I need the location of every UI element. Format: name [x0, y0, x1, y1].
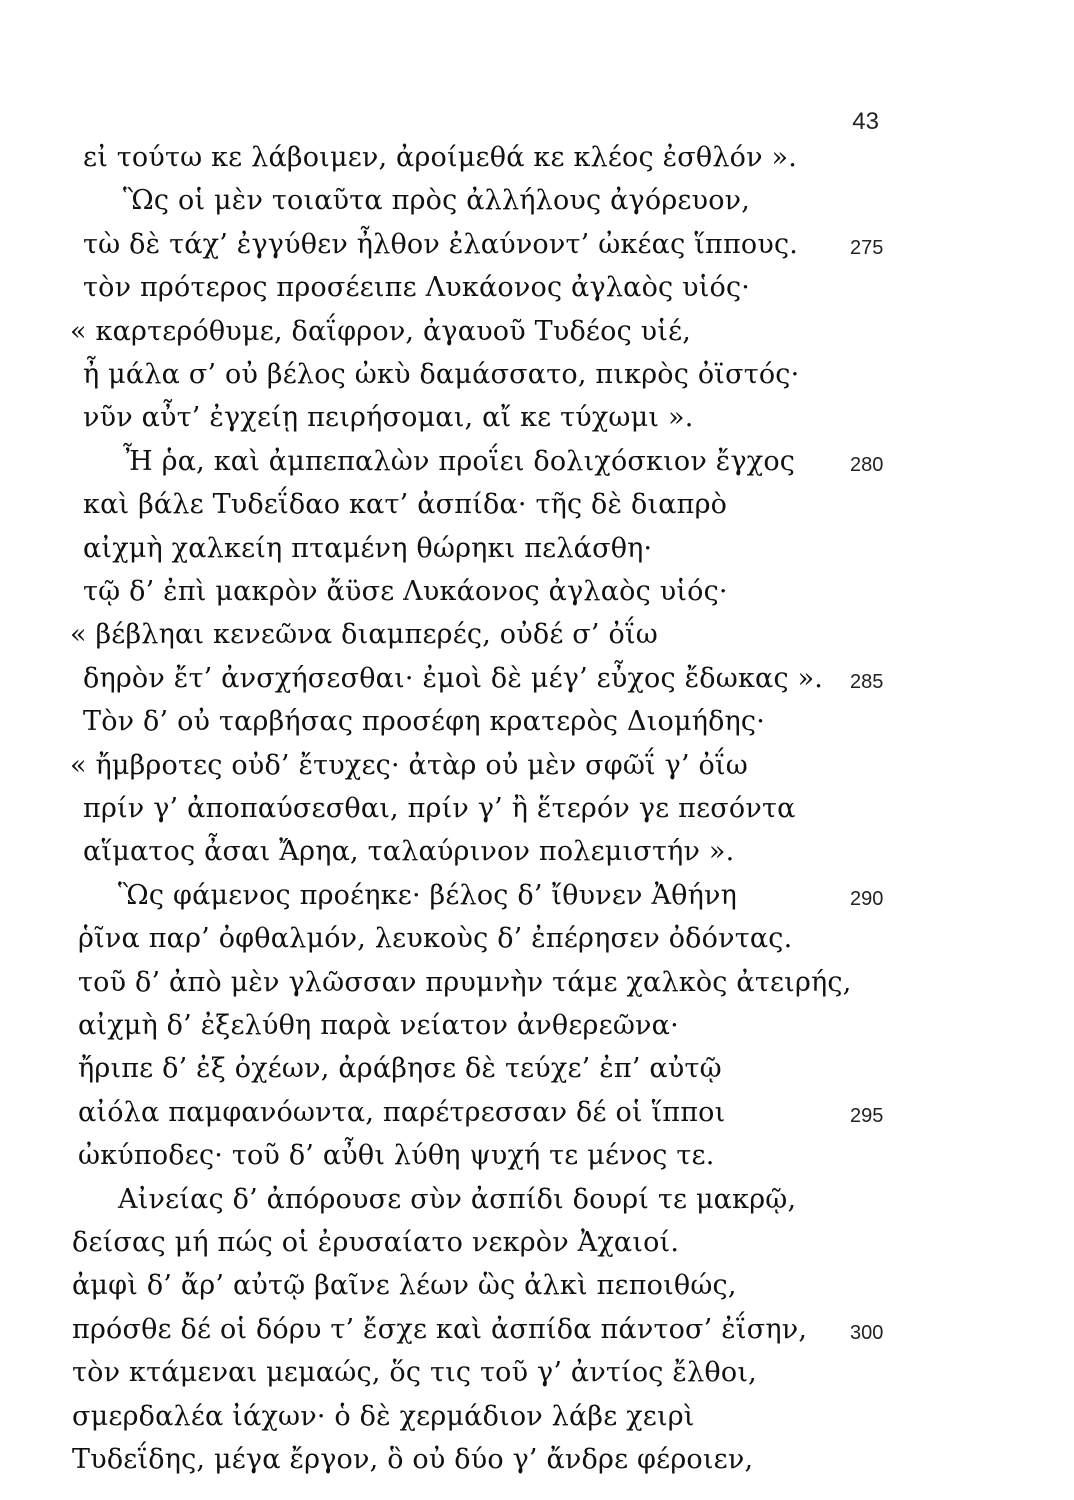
verse-line: δείσας μή πώς οἱ ἐρυσαίατο νεκρὸν Ἀχαιοί. [72, 1227, 680, 1258]
verse-line: « ἤμβροτες οὐδ’ ἔτυχες· ἀτὰρ οὐ μὲν σφῶΐ γ’ ὀΐω [70, 750, 748, 781]
verse-line: ὠκύποδες· τοῦ δ’ αὖθι λύθη ψυχή τε μένος τε. [78, 1140, 715, 1171]
verse-line: Τὸν δ’ οὐ ταρβήσας προσέφη κρατερὸς Διομήδης· [83, 706, 766, 737]
verse-line: Ὣς φάμενος προέηκε· βέλος δ’ ἴθυνεν Ἀθήνη [118, 880, 737, 911]
verse-line: καὶ βάλε Τυδεΐδαο κατ’ ἀσπίδα· τῆς δὲ διαπρὸ [83, 489, 728, 520]
verse-line: πρόσθε δέ οἱ δόρυ τ’ ἔσχε καὶ ἀσπίδα πάντοσ’ ἐΐσην, [72, 1314, 808, 1345]
verse-line: αἰχμὴ δ’ ἐξελύθη παρὰ νείατον ἀνθερεῶνα· [78, 1010, 679, 1041]
line-number: 285 [850, 671, 884, 693]
verse-line: τὸν κτάμεναι μεμαώς, ὅς τις τοῦ γ’ ἀντίος ἔλθοι, [72, 1357, 757, 1388]
verse-line: νῦν αὖτ’ ἐγχείῃ πειρήσομαι, αἴ κε τύχωμι ». [83, 402, 694, 433]
verse-line: Ἦ ῥα, καὶ ἀμπεπαλὼν προΐει δολιχόσκιον ἔγχος [123, 446, 796, 477]
verse-line: ἤριπε δ’ ἐξ ὀχέων, ἀράβησε δὲ τεύχε’ ἐπ’ αὐτῷ [78, 1053, 722, 1084]
verse-line: τὸν πρότερος προσέειπε Λυκάονος ἀγλαὸς υἱός· [83, 272, 751, 303]
verse-line: εἰ τούτω κε λάβοιμεν, ἀροίμεθά κε κλέος ἐσθλόν ». [83, 142, 798, 173]
line-number: 295 [850, 1105, 884, 1127]
verse-line: Ὣς οἱ μὲν τοιαῦτα πρὸς ἀλλήλους ἀγόρευον, [123, 185, 751, 216]
page-number: 43 [852, 108, 879, 135]
verse-line: πρίν γ’ ἀποπαύσεσθαι, πρίν γ’ ἢ ἕτερόν γε πεσόντα [83, 793, 796, 824]
verse-line: ἀμφὶ δ’ ἄρ’ αὐτῷ βαῖνε λέων ὣς ἀλκὶ πεποιθώς, [72, 1270, 737, 1301]
verse-line: τῷ δ’ ἐπὶ μακρὸν ἄϋσε Λυκάονος ἀγλαὸς υἱός· [83, 576, 728, 607]
verse-line: αἰόλα παμφανόωντα, παρέτρεσσαν δέ οἱ ἵπποι [78, 1097, 726, 1128]
verse-line: αἵματος ἆσαι Ἄρηα, ταλαύρινον πολεμιστήν ». [83, 836, 735, 867]
verse-line: ἦ μάλα σ’ οὐ βέλος ὠκὺ δαμάσσατο, πικρὸς ὀϊστός· [83, 359, 800, 390]
line-number: 275 [850, 237, 884, 259]
verse-line: δηρὸν ἔτ’ ἀνσχήσεσθαι· ἐμοὶ δὲ μέγ’ εὖχος ἔδωκας ». [83, 663, 824, 694]
verse-line: σμερδαλέα ἰάχων· ὁ δὲ χερμάδιον λάβε χειρὶ [72, 1401, 695, 1432]
line-number: 300 [850, 1322, 884, 1344]
verse-line: Αἰνείας δ’ ἀπόρουσε σὺν ἀσπίδι δουρί τε μακρῷ, [118, 1184, 797, 1215]
verse-line: « βέβληαι κενεῶνα διαμπερές, οὐδέ σ’ ὀΐω [70, 619, 658, 650]
verse-line: τὼ δὲ τάχ’ ἐγγύθεν ἦλθον ἐλαύνοντ’ ὠκέας ἵππους. [83, 229, 799, 260]
line-number: 280 [850, 454, 884, 476]
verse-line: « καρτερόθυμε, δαΐφρον, ἀγαυοῦ Τυδέος υἱέ, [70, 316, 692, 347]
verse-line: Τυδεΐδης, μέγα ἔργον, ὃ οὐ δύο γ’ ἄνδρε φέροιεν, [72, 1444, 754, 1475]
verse-line: ῥῖνα παρ’ ὀφθαλμόν, λευκοὺς δ’ ἐπέρησεν ὀδόντας. [78, 923, 793, 954]
line-number: 290 [850, 888, 884, 910]
verse-line: αἰχμὴ χαλκείη πταμένη θώρηκι πελάσθη· [83, 533, 653, 564]
verse-line: τοῦ δ’ ἀπὸ μὲν γλῶσσαν πρυμνὴν τάμε χαλκὸς ἀτειρής, [78, 967, 852, 998]
